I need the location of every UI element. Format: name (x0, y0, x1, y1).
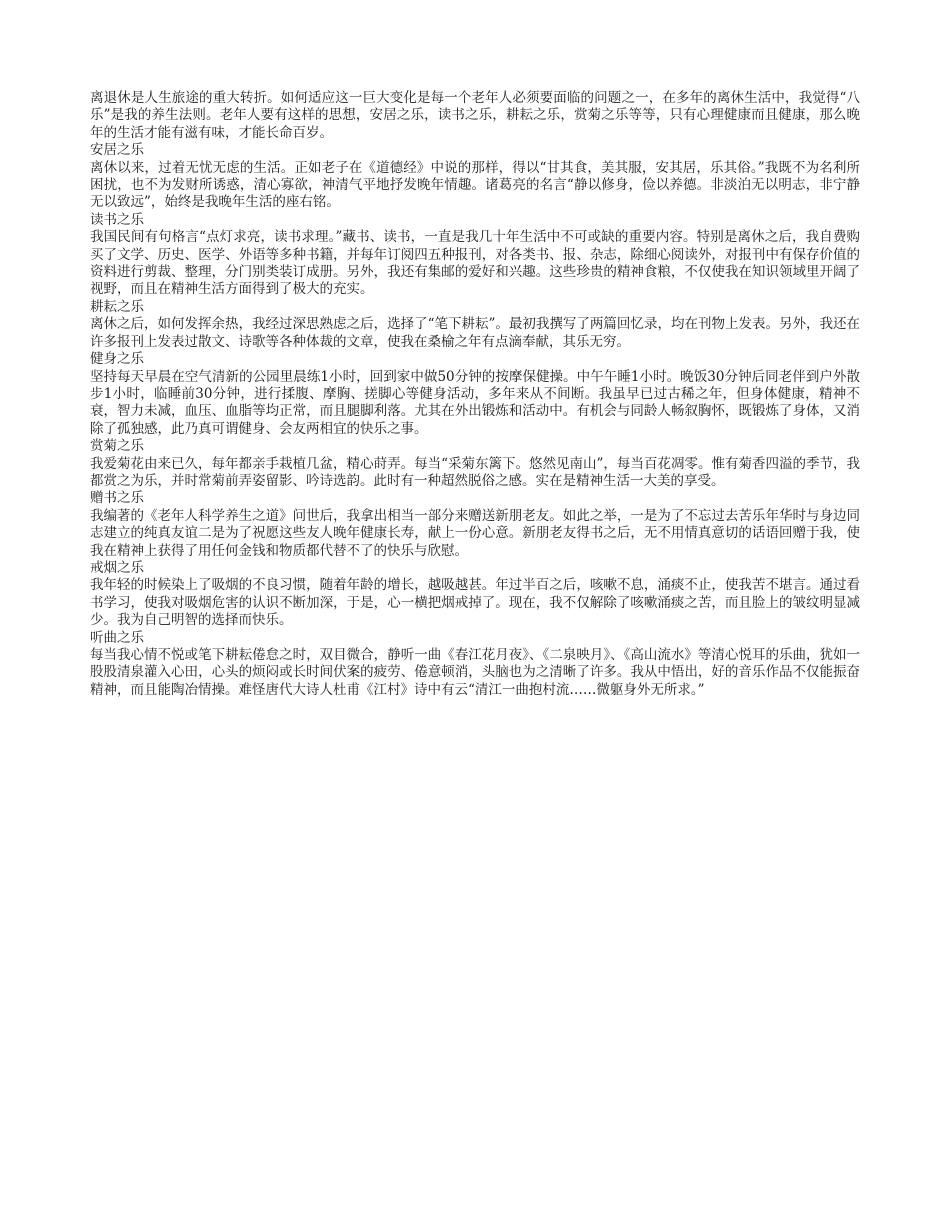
intro-paragraph: 离退休是人生旅途的重大转折。如何适应这一巨大变化是每一个老年人必须要面临的问题之一，在多年的离休生活中，我觉得“八乐”是我的养生法则。老年人要有这样的思想，安居之乐，读书之乐，耕耘之乐，赏菊之乐等等，只有心理健康而且健康，那么晚年的生活才能有滋有味，才能长命百岁。 (90, 90, 860, 141)
section-heading-tingqu: 听曲之乐 (90, 629, 144, 646)
section-body-anju: 离休以来，过着无忧无虑的生活。正如老子在《道德经》中说的那样，得以“甘其食，美其服，安其居，乐其俗。”我既不为名利所困扰，也不为发财所诱惑，清心寡欲，神清气平地抒发晚年情趣。诸葛亮的名言“静以修身，俭以养德。非淡泊无以明志，非宁静无以致远”，始终是我晚年生活的座右铭。 (90, 159, 860, 211)
section-heading-jieyan: 戒烟之乐 (90, 559, 144, 576)
section-heading-anju: 安居之乐 (90, 142, 144, 159)
section-body-shangju: 我爱菊花由来已久，每年都亲手栽植几盆，精心莳弄。每当“采菊东篱下。悠然见南山”，每当百花凋零。惟有菊香四溢的季节，我都赏之为乐，并时常菊前弄姿留影、吟诗选韵。此时有一种超然脱俗之感。实在是精神生活一大美的享受。 (90, 455, 860, 489)
section-body-dushu: 我国民间有句格言“点灯求亮，读书求理。”藏书、读书，一直是我几十年生活中不可或缺的重要内容。特别是离休之后，我自费购买了文学、历史、医学、外语等多种书籍，并每年订阅四五种报刊，对各类书、报、杂志，除细心阅读外，对报刊中有保存价值的资料进行剪裁、整理，分门别类装订成册。另外，我还有集邮的爱好和兴趣。这些珍贵的精神食粮，不仅使我在知识领域里开阔了视野，而且在精神生活方面得到了极大的充实。 (90, 229, 860, 298)
section-body-jieyan: 我年轻的时候染上了吸烟的不良习惯，随着年龄的增长，越吸越甚。年过半百之后，咳嗽不息，涌痰不止，使我苦不堪言。通过看书学习，使我对吸烟危害的认识不断加深，于是，心一横把烟戒掉了。现在，我不仅解除了咳嗽涌痰之苦，而且脸上的皱纹明显减少。我为自己明智的选择而快乐。 (90, 577, 860, 629)
section-heading-shangju: 赏菊之乐 (90, 438, 144, 455)
document-page (90, 90, 860, 699)
section-body-zengshu: 我编著的《老年人科学养生之道》问世后，我拿出相当一部分来赠送新朋老友。如此之举，一是为了不忘过去苦乐年华时与身边同志建立的纯真友谊二是为了祝愿这些友人晚年健康长寿，献上一份心意。新朋老友得书之后，无不用情真意切的话语回赠于我，使我在精神上获得了用任何金钱和物质都代替不了的快乐与欣慰。 (90, 507, 860, 559)
section-body-jianshen: 坚持每天早晨在空气清新的公园里晨练1小时，回到家中做50分钟的按摩保健操。中午午睡1小时。晚饭30分钟后同老伴到户外散步1小时，临睡前30分钟，进行揉腹、摩胸、搓脚心等健身活动，多年来从不间断。我虽早已过古稀之年，但身体健康，精神不衰，智力未减，血压、血脂等均正常，而且腿脚利落。尤其在外出锻炼和活动中。有机会与同龄人畅叙胸怀，既锻炼了身体，又消除了孤独感，此乃真可谓健身、会友两相宜的快乐之事。 (90, 368, 860, 437)
section-heading-zengshu: 赠书之乐 (90, 490, 144, 507)
section-heading-gengyun: 耕耘之乐 (90, 298, 144, 315)
section-body-gengyun: 离休之后，如何发挥余热，我经过深思熟虑之后，选择了“笔下耕耘”。最初我撰写了两篇回忆录，均在刊物上发表。另外，我还在许多报刊上发表过散文、诗歌等各种体裁的文章，使我在桑榆之年有点滴奉献，其乐无穷。 (90, 316, 860, 350)
section-body-tingqu: 每当我心情不悦或笔下耕耘倦怠之时，双目微合，静听一曲《春江花月夜》、《二泉映月》、《高山流水》等清心悦耳的乐曲，犹如一股股清泉灌入心田，心头的烦闷或长时间伏案的疲劳、倦意顿消，头脑也为之清晰了许多。我从中悟出，好的音乐作品不仅能振奋精神，而且能陶冶情操。难怪唐代大诗人杜甫《江村》诗中有云“清江一曲抱村流……微躯身外无所求。” (90, 647, 860, 698)
section-heading-jianshen: 健身之乐 (90, 351, 144, 368)
section-heading-dushu: 读书之乐 (90, 211, 144, 228)
